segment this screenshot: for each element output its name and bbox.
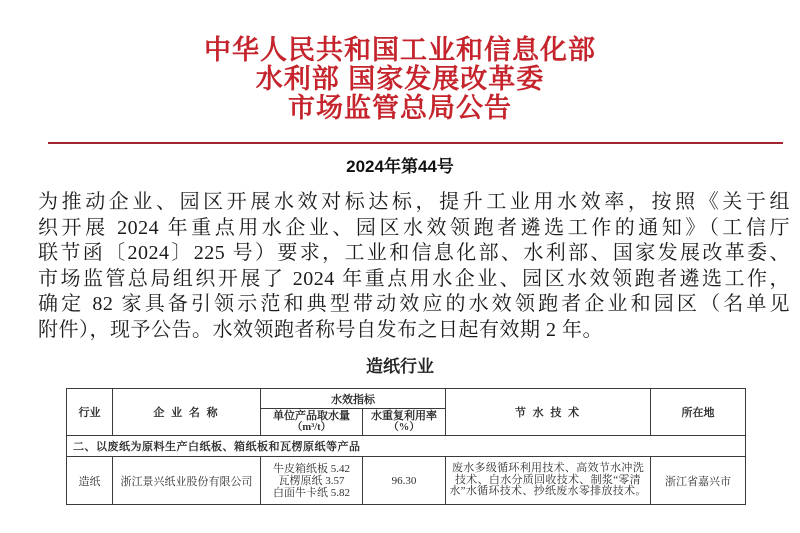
cell-reuse: 96.30: [363, 457, 446, 505]
body-line: 市场监管总局组织开展了 2024 年重点用水企业、园区水效领跑者遴选工作，: [38, 267, 790, 290]
body-line: 确定 82 家具备引领示范和典型带动效应的水效领跑者企业和园区（名单见: [38, 293, 790, 315]
intake-line: 白面牛卡纸 5.82: [273, 486, 350, 499]
table-section-row: [67, 436, 746, 457]
intake-line: 牛皮箱纸板 5.42: [273, 462, 350, 475]
cell-tech: 废水多级循环利用技术、高效节水冲洗技术、白水分质回收技术、制浆“零清水”水循环技术、抄纸废水零排放技术。: [446, 457, 651, 505]
col-header-reuse: [363, 409, 446, 436]
reuse-header-unit: （%）: [388, 422, 420, 433]
announcement-title-line-3: 市场监管总局公告: [288, 93, 512, 123]
cell-location: 浙江省嘉兴市: [651, 457, 746, 505]
body-paragraph: [38, 190, 790, 343]
col-header-tech: 节 水 技 术: [446, 389, 651, 436]
announcement-title-line-2: 水利部 国家发展改革委: [255, 64, 545, 94]
body-line: 联节函〔2024〕225 号）要求，工业和信息化部、水利部、国家发展改革委、: [38, 242, 790, 264]
intake-header-unit: （m³/t）: [291, 422, 332, 433]
cell-intake: [261, 457, 363, 505]
body-line: 织开展 2024 年重点用水企业、园区水效领跑者遴选工作的通知》（工信厅: [38, 216, 790, 239]
document-number: 2024年第44号: [346, 157, 454, 176]
table-section-title: 造纸行业: [366, 357, 434, 376]
intake-header-label: 单位产品取水量: [273, 410, 350, 422]
announcement-title: [0, 0, 800, 123]
red-divider-rule: [48, 142, 783, 144]
col-header-industry: 行业: [67, 389, 113, 436]
water-efficiency-table: [66, 388, 746, 505]
cell-industry: 造纸: [67, 457, 113, 505]
body-line: 附件），现予公告。水效领跑者称号自发布之日起有效期 2 年。: [38, 318, 603, 341]
col-header-water-indicators: 水效指标: [261, 389, 446, 409]
col-header-intake: [261, 409, 363, 436]
col-header-location: 所在地: [651, 389, 746, 436]
section-row-label: 二、以废纸为原料生产白纸板、箱纸板和瓦楞原纸等产品: [67, 436, 746, 457]
table-row: [67, 457, 746, 505]
body-line: 为推动企业、园区开展水效对标达标，提升工业用水效率，按照《关于组: [38, 191, 790, 213]
col-header-enterprise: 企 业 名 称: [113, 389, 261, 436]
reuse-header-label: 水重复利用率: [371, 410, 437, 422]
table-header-row-1: [67, 389, 746, 409]
intake-line: 瓦楞原纸 3.57: [278, 474, 345, 487]
cell-enterprise: 浙江景兴纸业股份有限公司: [113, 457, 261, 505]
announcement-title-line-1: 中华人民共和国工业和信息化部: [204, 35, 596, 65]
